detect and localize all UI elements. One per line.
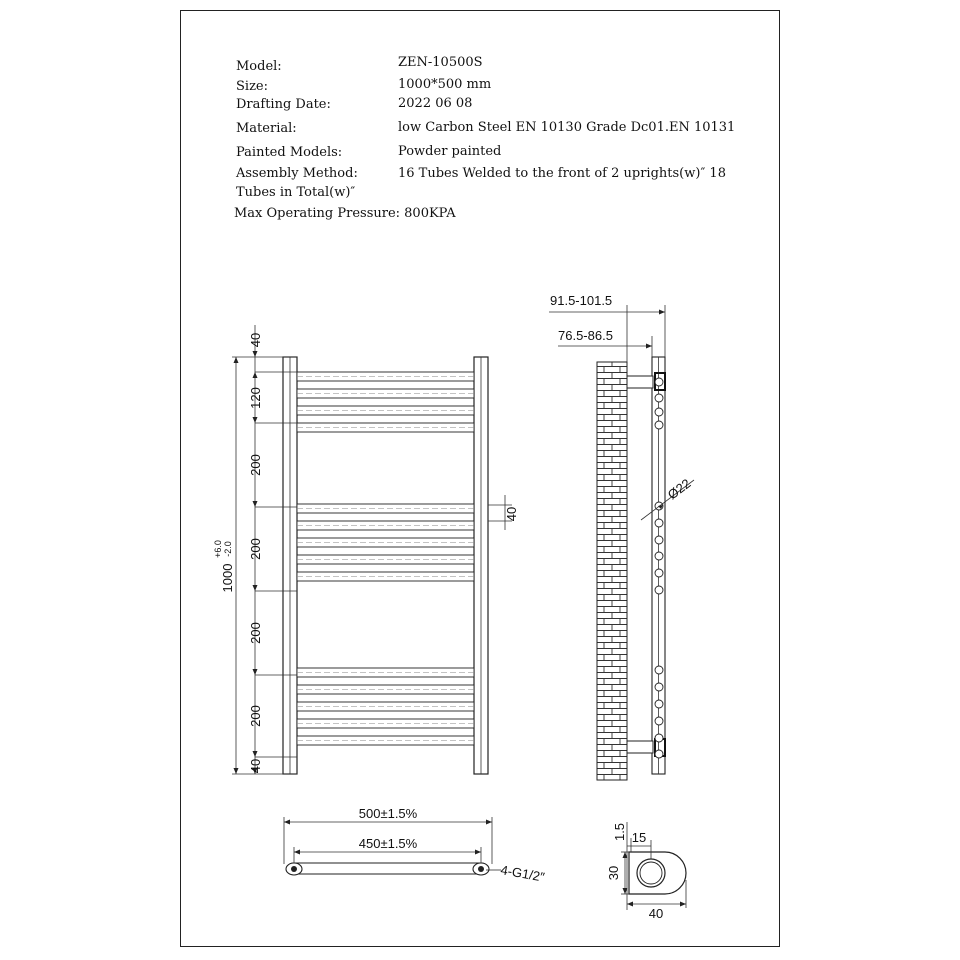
material-value: low Carbon Steel EN 10130 Grade Dc01.EN 10131 [398, 120, 736, 135]
cross-tube [297, 572, 474, 581]
section-dim-15: 15 [631, 830, 647, 845]
section-view [606, 822, 686, 921]
dim-200-d: 200 [248, 705, 263, 727]
total-height: 1000 [220, 563, 235, 593]
tube-section [655, 378, 663, 386]
depth-inner: 76.5-86.5 [558, 328, 613, 343]
cross-tube [297, 736, 474, 745]
tube-section [655, 717, 663, 725]
size-label: Size: [236, 79, 268, 94]
assembly-label: Assembly Method: [236, 166, 358, 181]
bottom-bar [288, 863, 487, 874]
assembly-value: 16 Tubes Welded to the front of 2 uprights(w)″ 18 [398, 166, 726, 181]
depth-outer: 91.5-101.5 [550, 293, 613, 308]
model-label: Model: [236, 59, 282, 74]
top-bracket [627, 376, 653, 388]
date-label: Drafting Date: [236, 97, 331, 112]
cross-tube [297, 423, 474, 432]
cross-tube [297, 504, 474, 513]
connection-size: 4-G1/2″ [499, 862, 546, 885]
cross-tubes [297, 372, 474, 745]
tube-section [655, 519, 663, 527]
cross-tube [297, 702, 474, 711]
tube-section [655, 394, 663, 402]
tube-section [655, 421, 663, 429]
tube-section [655, 666, 663, 674]
cross-tube [297, 521, 474, 530]
cross-tube [297, 406, 474, 415]
dim-120: 120 [248, 387, 263, 409]
painted-value: Powder painted [398, 144, 502, 159]
width-outer: 500±1.5% [358, 806, 418, 821]
cross-tube [297, 555, 474, 564]
brick-wall [597, 362, 627, 780]
dim-bottom: 40 [248, 758, 263, 774]
gap-dim: 40 [504, 506, 519, 522]
model-value: ZEN-10500S [398, 55, 483, 70]
dim-200-a: 200 [248, 454, 263, 476]
front-view [213, 325, 519, 774]
date-value: 2022 06 08 [398, 96, 473, 111]
dim-200-b: 200 [248, 538, 263, 560]
cross-tube [297, 668, 474, 677]
tube-section [655, 734, 663, 742]
tube-section [655, 700, 663, 708]
section-dim-1-5: 1.5 [612, 822, 627, 842]
side-view [549, 293, 694, 780]
bottom-bracket [627, 741, 653, 753]
painted-label: Painted Models: [236, 145, 343, 160]
assembly-continuation: Tubes in Total(w)″ [236, 185, 356, 200]
section-dim-40: 40 [648, 906, 664, 921]
tube-section [655, 683, 663, 691]
tube-section [655, 408, 663, 416]
tube-section [655, 536, 663, 544]
tolerance-plus: +6.0 [213, 540, 223, 558]
tolerance-minus: -2.0 [223, 541, 233, 557]
tube-section [655, 586, 663, 594]
cross-tube [297, 685, 474, 694]
tube-section [655, 552, 663, 560]
dim-top: 40 [248, 332, 263, 348]
tube-section [655, 750, 663, 758]
bottom-view [284, 806, 546, 885]
section-dim-30: 30 [606, 865, 621, 881]
cross-tube [297, 719, 474, 728]
cross-tube [297, 389, 474, 398]
section-tube [637, 859, 665, 887]
max-pressure: Max Operating Pressure: 800KPA [234, 206, 456, 221]
cross-tube [297, 538, 474, 547]
size-value: 1000*500 mm [398, 77, 492, 92]
tube-section [655, 569, 663, 577]
width-inner: 450±1.5% [358, 836, 418, 851]
cross-tube [297, 372, 474, 381]
tube-diameter: Ø22 [664, 475, 694, 503]
material-label: Material: [236, 121, 297, 136]
dim-200-c: 200 [248, 622, 263, 644]
